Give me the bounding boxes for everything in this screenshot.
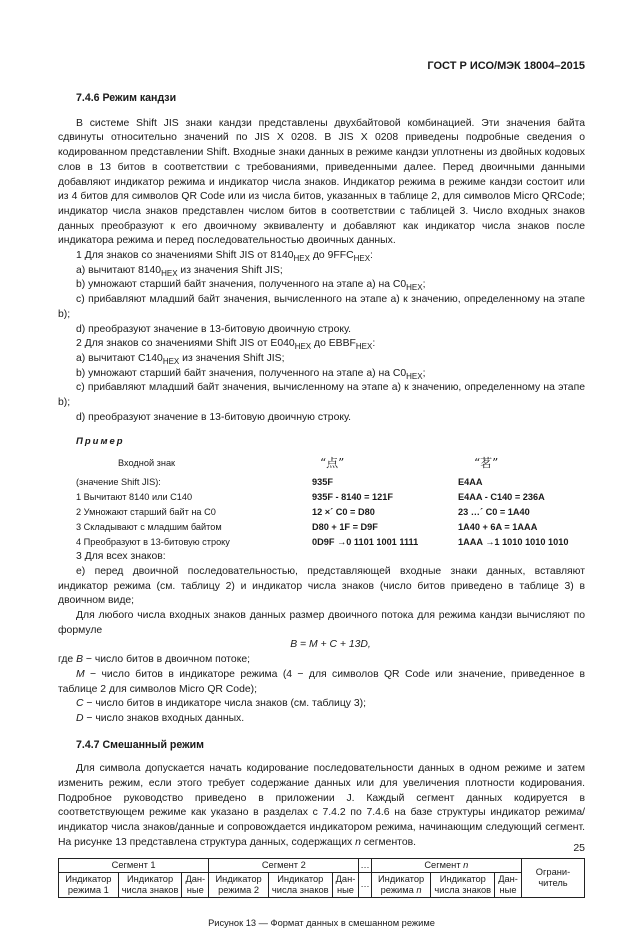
- figure-13-table: [58, 858, 585, 898]
- example-row: [58, 490, 585, 505]
- figure-caption: Рисунок 13 — Формат данных в смешанном режиме: [208, 917, 435, 928]
- segment-1-header: Сегмент 1: [59, 858, 209, 872]
- example-value-2: E4AA: [458, 477, 483, 488]
- paragraph-kanji-intro: В системе Shift JIS знаки кандзи представлены двухбайтовой комбинацией. Эти значения байта сдвинуты относительно значений по JIS X 0208. В JIS X 0208 приведены подробные сведения о кодированном представлении Shift. Входные знаки данных в режиме кандзи уплотнены из двойных кодовых слов в 13 битов в соответствии с требованиями, приведенными далее. Перед двоичными данными добавляют индикатор режима и индикатор числа знаков. Индикатор режима в режиме кандзи состоит или из 4 битов для символов QR Code или из числа битов, указанных в таблице 2, для символов Micro QRCode; индикатор числа знаков представлен числом битов в соответствии с таблицей 3. Число входных знаков данных преобразуют к его двоичному эквиваленту и добавляют как индикатор числа знаков после индикатора режима и перед последовательностью двоичных данных.: [58, 117, 585, 247]
- example-value-1: 0D9F →0 1101 1001 1111: [312, 537, 419, 548]
- example-row: [58, 520, 585, 535]
- section-heading-7-4-7: 7.4.7 Смешанный режим: [76, 738, 204, 751]
- step-1d: d) преобразуют значение в 13-битовую двоичную строку.: [76, 323, 352, 335]
- page-number: 25: [573, 842, 585, 854]
- data-cell: Дан-ные: [495, 872, 522, 897]
- step-2d: d) преобразуют значение в 13-битовую двоичную строку.: [76, 411, 352, 423]
- step-1b: b) умножают старший байт значения, полученного на этапе a) на $C0_{HEX}$;: [76, 279, 426, 293]
- example-value-1: 935F - 8140 = 121F: [312, 492, 393, 503]
- example-step: 4 Преобразуют в 13-битовую строку: [76, 537, 230, 548]
- paragraph-mixed-mode: Для символа допускается начать кодирование последовательности данных в одном режиме и затем изменить режим, если этого требует содержание данных или для увеличения плотности кодирования. Подробное руководство приведено в приложении J. Каждый сегмент данных кодируется в соответствующем режиме как указано в разделах с 7.4.2 по 7.4.6 на базе структуры индикатор режима/индикатор числа знаков/данные и сопровождается индикатором режима, начинающим следующий сегмент. На рисунке 13 представлена структура данных, содержащих n сегментов.: [58, 763, 585, 848]
- where-c: C − число битов в индикаторе числа знаков (см. таблицу 3);: [76, 698, 366, 710]
- example-value-2: 1A40 + 6A = 1AAA: [458, 522, 538, 533]
- example-step: 1 Вычитают 8140 или C140: [76, 492, 193, 503]
- where-b: где B − число битов в двоичном потоке;: [58, 654, 251, 666]
- ellipsis-cell: …: [359, 872, 371, 897]
- example-value-2: E4AA - C140 = 236A: [458, 492, 545, 503]
- step-1c: c) прибавляют младший байт значения, вычисленного на этапе a) к значению, определенному на этапе b);: [58, 294, 585, 320]
- example-value-1: 12 ×´ C0 = D80: [312, 507, 375, 518]
- example-table: [58, 456, 585, 550]
- example-value-1: D80 + 1F = D9F: [312, 522, 378, 533]
- step-1a: a) вычитают $8140_{HEX}$ из значения Shift JIS;: [76, 264, 283, 278]
- example-row: [58, 475, 585, 490]
- example-row: [58, 505, 585, 520]
- terminator-cell: Ограни-читель: [522, 858, 585, 897]
- step-2b: b) умножают старший байт значения, полученного на этапе a) на $C0_{HEX}$;: [76, 367, 426, 381]
- count-indicator: Индикатор числа знаков: [118, 872, 182, 897]
- example-head-label: Входной знак: [118, 458, 176, 469]
- count-indicator: Индикатор числа знаков: [431, 872, 495, 897]
- example-step: (значение Shift JIS):: [76, 477, 161, 488]
- data-cell: Дан-ные: [182, 872, 209, 897]
- example-value-2: 23 …´ C0 = 1A40: [458, 507, 530, 518]
- example-title: Пример: [76, 436, 125, 448]
- example-value-1: 935F: [312, 477, 333, 488]
- step-2: 2 Для знаков со значениями Shift JIS от $E040_{HEX}$ до $EBBF_{HEX}$:: [76, 338, 376, 352]
- example-value-2: 1AAA →1 1010 1010 1010: [458, 537, 569, 548]
- where-d: D − число знаков входных данных.: [76, 712, 245, 724]
- example-kanji-2: “茗”: [474, 456, 499, 471]
- document-header: ГОСТ Р ИСО/МЭК 18004–2015: [427, 60, 585, 72]
- formula-intro: Для любого числа входных знаков данных размер двоичного потока для режима кандзи вычисляют по формуле: [58, 609, 585, 636]
- mode-indicator-1: Индикатор режима 1: [59, 872, 119, 897]
- example-step: 2 Умножают старший байт на C0: [76, 507, 216, 518]
- ellipsis-cell: …: [359, 858, 371, 872]
- step-2c: c) прибавляют младший байт значения, вычисленному на этапе a) к значению, определенному на этапе b);: [58, 382, 585, 409]
- mode-indicator-2: Индикатор режима 2: [209, 872, 269, 897]
- data-cell: Дан-ные: [332, 872, 359, 897]
- example-kanji-1: “点”: [320, 456, 345, 471]
- example-row: [58, 535, 585, 550]
- where-m: M − число битов в индикаторе режима (4 − для символов QR Code или значение, приведенное в таблице 2 для символов Micro QR Code);: [58, 668, 585, 695]
- formula: B = M + C + 13D,: [290, 639, 371, 651]
- count-indicator: Индикатор числа знаков: [268, 872, 332, 897]
- example-header-row: [58, 456, 585, 471]
- step-1: 1 Для знаков со значениями Shift JIS от $8140_{HEX}$ до $9FFC_{HEX}$:: [76, 250, 373, 264]
- step-3: 3 Для всех знаков:: [76, 551, 166, 563]
- page-body: [58, 91, 585, 930]
- example-step: 3 Складывают с младшим байтом: [76, 522, 222, 533]
- segment-n-header: Сегмент n: [371, 858, 521, 872]
- segment-2-header: Сегмент 2: [209, 858, 359, 872]
- section-heading-7-4-6: 7.4.6 Режим кандзи: [76, 92, 177, 104]
- mode-indicator-n: Индикатор режима n: [371, 872, 431, 897]
- step-3e: e) перед двоичной последовательностью, представляющей входные знаки данных, вставляют индикатор режима (см. таблицу 2) и индикатор числа знаков (число битов приведено в таблице 3) в двоичном виде;: [58, 565, 585, 607]
- step-2a: a) вычитают $C140_{HEX}$ из значения Shift JIS;: [76, 352, 285, 366]
